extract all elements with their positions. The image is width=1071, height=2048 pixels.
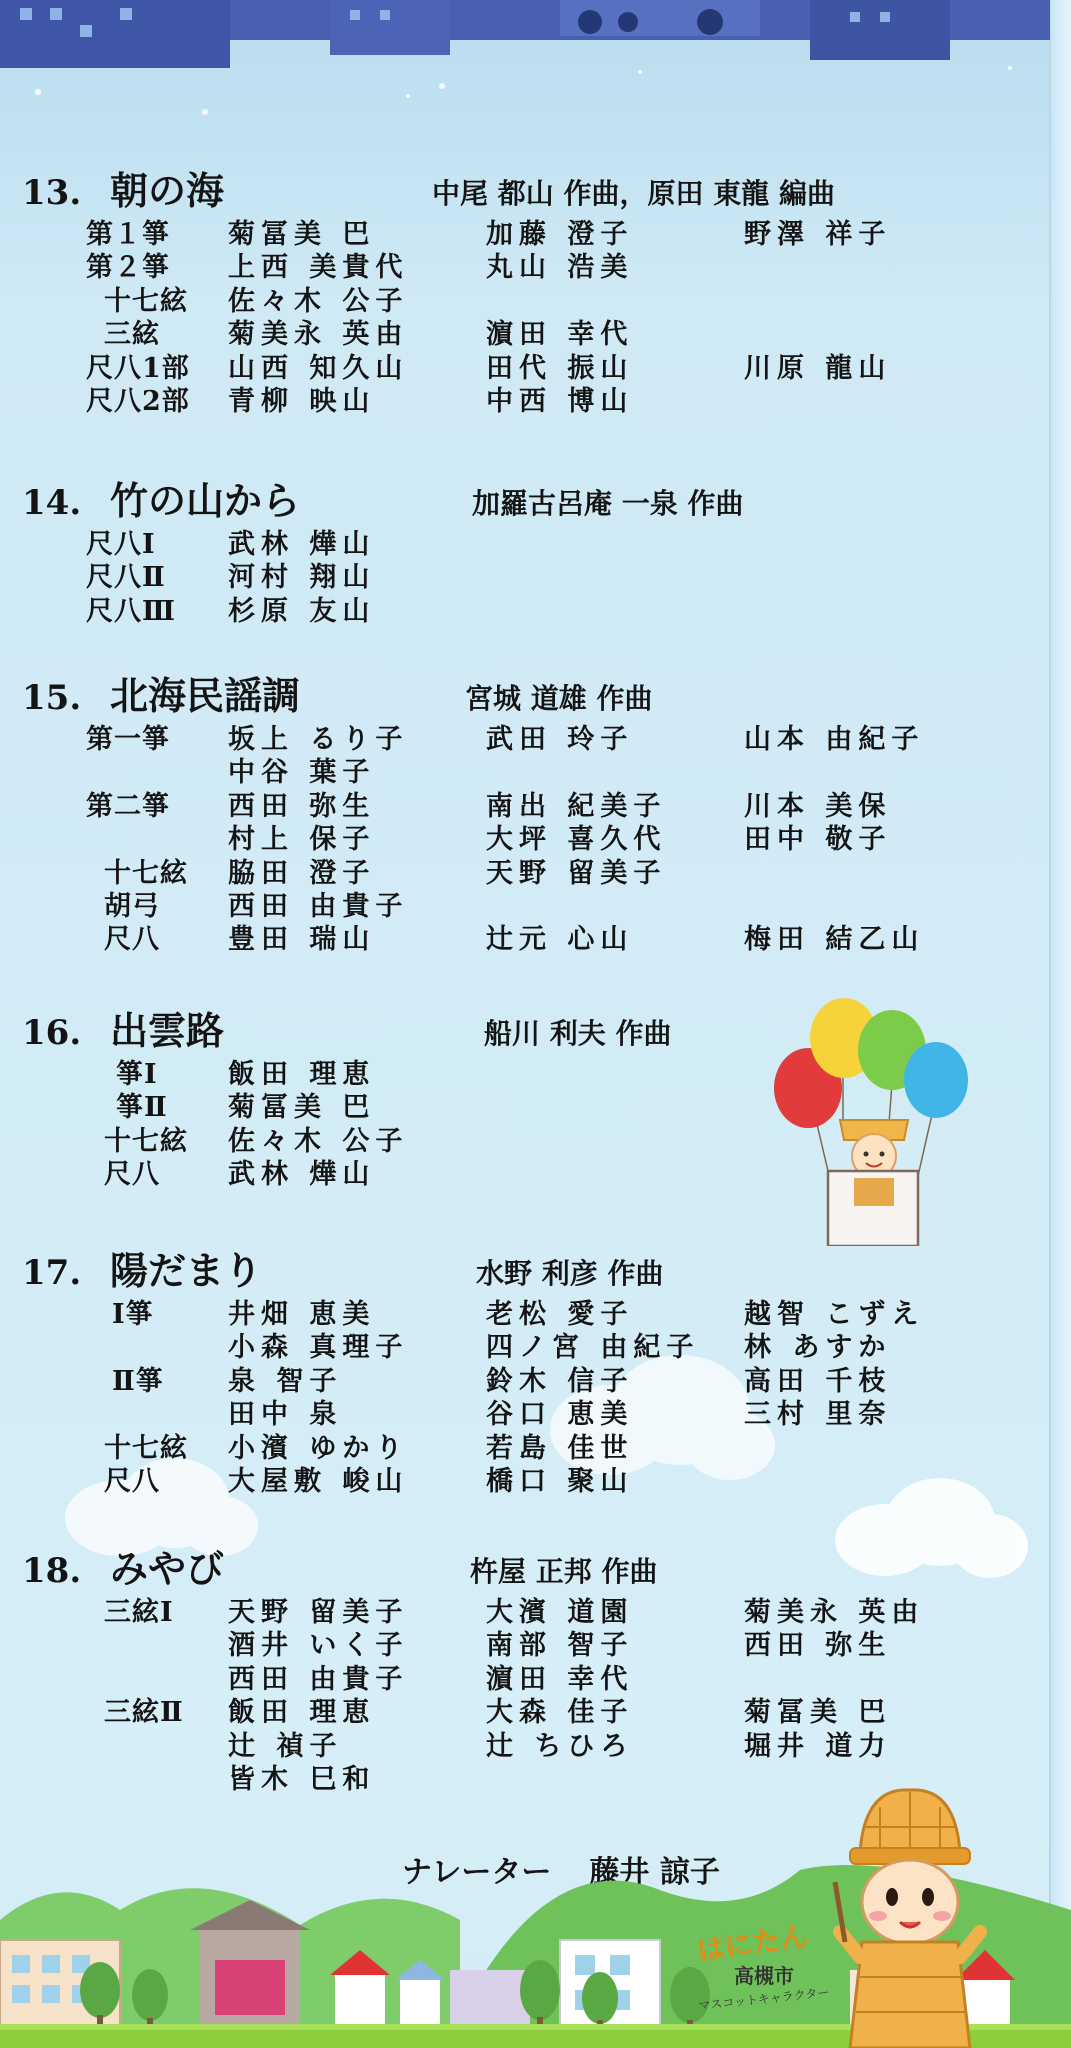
performer-row bbox=[0, 555, 1071, 594]
instrument-part: Ⅰ箏 bbox=[112, 1299, 154, 1330]
instrument-part: 十七絃 bbox=[104, 285, 188, 317]
performer-name: 村上 保子 bbox=[228, 824, 376, 856]
performer-name: 濵田 幸代 bbox=[486, 319, 634, 351]
performer-row bbox=[0, 884, 1071, 920]
performer-name: 菊美永 英由 bbox=[228, 319, 409, 351]
section-number: 14. bbox=[22, 483, 82, 523]
performer-name: 佐々木 公子 bbox=[228, 1125, 409, 1157]
performer-name: 武田 玲子 bbox=[486, 724, 634, 755]
performer-row bbox=[0, 1590, 1071, 1626]
performer-row bbox=[0, 245, 1071, 284]
performer-name: 西田 由貴子 bbox=[228, 1663, 409, 1695]
performer-name: 飯田 理恵 bbox=[228, 1059, 376, 1090]
performer-name: 河村 翔山 bbox=[228, 562, 376, 594]
section-heading bbox=[22, 160, 225, 213]
performer-name: 川本 美保 bbox=[744, 790, 892, 822]
performer-name: 辻 禎子 bbox=[228, 1730, 343, 1762]
performer-row bbox=[0, 1292, 1071, 1328]
composer-credit: 加羅古呂庵 一泉 作曲 bbox=[472, 487, 744, 520]
section-number: 15. bbox=[22, 678, 82, 718]
section-heading bbox=[22, 1000, 225, 1053]
instrument-part: 箏Ⅰ bbox=[116, 1059, 158, 1090]
performer-name: 野澤 祥子 bbox=[744, 219, 892, 250]
performer-row bbox=[0, 589, 1071, 625]
performer-name: 鈴木 信子 bbox=[486, 1365, 634, 1397]
performer-name: 泉 智子 bbox=[228, 1365, 343, 1397]
performer-name: 南出 紀美子 bbox=[486, 790, 667, 822]
mascot-city: 高槻市 bbox=[734, 1964, 794, 1988]
instrument-part: Ⅱ箏 bbox=[112, 1365, 164, 1397]
performer-name: 越智 こずえ bbox=[744, 1299, 925, 1330]
performer-name: 佐々木 公子 bbox=[228, 285, 409, 317]
section-number: 13. bbox=[22, 173, 82, 213]
performer-name: 橋口 聚山 bbox=[486, 1466, 634, 1497]
performer-row bbox=[0, 851, 1071, 887]
instrument-part: 尺八1部 bbox=[86, 352, 190, 384]
piece-title: みやび bbox=[110, 1546, 225, 1591]
performer-name: 大屋敷 峻山 bbox=[228, 1466, 409, 1497]
mascot-logo bbox=[688, 1919, 848, 2022]
instrument-part: 胡弓 bbox=[104, 891, 160, 922]
performer-row bbox=[0, 312, 1071, 351]
performer-row bbox=[0, 346, 1071, 382]
performer-name: 大濱 道園 bbox=[486, 1597, 634, 1628]
performer-name: 濵田 幸代 bbox=[486, 1663, 634, 1695]
instrument-part: 十七絃 bbox=[104, 857, 188, 889]
instrument-part: 尺八2部 bbox=[86, 386, 190, 417]
performer-row bbox=[0, 750, 1071, 789]
performer-name: 梅田 結乙山 bbox=[744, 924, 925, 956]
piece-title: 陽だまり bbox=[110, 1248, 263, 1293]
performer-name: 中西 博山 bbox=[486, 386, 634, 417]
instrument-part: 第一箏 bbox=[86, 724, 170, 755]
narrator-name: 藤井 諒子 bbox=[589, 1855, 720, 1890]
performer-name: 川原 龍山 bbox=[744, 352, 892, 384]
performer-row bbox=[0, 1426, 1071, 1462]
performer-name: 南部 智子 bbox=[486, 1630, 634, 1662]
performer-name: 林 あすか bbox=[744, 1332, 892, 1364]
instrument-part: 十七絃 bbox=[104, 1125, 188, 1157]
performer-name: 菊冨美 巴 bbox=[228, 1092, 376, 1124]
instrument-part: 第２箏 bbox=[86, 252, 170, 284]
instrument-part: 三絃Ⅰ bbox=[104, 1597, 174, 1628]
section-number: 16. bbox=[22, 1013, 82, 1053]
performer-name: 皆木 巳和 bbox=[228, 1764, 376, 1795]
instrument-part: 尺八 bbox=[104, 1466, 160, 1497]
performer-row bbox=[0, 279, 1071, 315]
piece-title: 竹の山から bbox=[110, 478, 301, 523]
performer-name: 若島 佳世 bbox=[486, 1432, 634, 1464]
performer-name: 飯田 理恵 bbox=[228, 1697, 376, 1729]
performer-name: 菊冨美 巴 bbox=[744, 1697, 892, 1729]
composer-credit: 船川 利夫 作曲 bbox=[484, 1017, 672, 1050]
performer-name: 天野 留美子 bbox=[486, 857, 667, 889]
instrument-part: 尺八 bbox=[104, 1159, 160, 1191]
performer-name: 中谷 葉子 bbox=[228, 757, 376, 789]
piece-title: 出雲路 bbox=[110, 1008, 225, 1053]
instrument-part: 尺八 bbox=[104, 924, 160, 956]
performer-name: 脇田 澄子 bbox=[228, 857, 376, 889]
performer-name: 豊田 瑞山 bbox=[228, 924, 376, 956]
sparkles bbox=[0, 0, 1071, 130]
performer-row bbox=[0, 1657, 1071, 1693]
performer-name: 田中 泉 bbox=[228, 1399, 343, 1431]
performer-row bbox=[0, 1359, 1071, 1395]
performer-name: 堀井 道力 bbox=[744, 1730, 892, 1762]
performer-name: 高田 千枝 bbox=[744, 1365, 892, 1397]
mascot-caption: マスコットキャラクター bbox=[697, 1985, 830, 2013]
performer-name: 菊美永 英由 bbox=[744, 1597, 925, 1628]
balloon-basket-illustration bbox=[758, 996, 978, 1246]
performer-name: 武林 燁山 bbox=[228, 529, 376, 560]
composer-credit: 中尾 都山 作曲，原田 東龍 編曲 bbox=[432, 177, 835, 210]
performer-name: 西田 弥生 bbox=[744, 1630, 892, 1662]
instrument-part: 第１箏 bbox=[86, 219, 170, 250]
instrument-part: 三絃Ⅱ bbox=[104, 1697, 184, 1729]
instrument-part: 尺八Ⅱ bbox=[86, 562, 166, 594]
instrument-part: 十七絃 bbox=[104, 1432, 188, 1464]
composer-credit: 水野 利彦 作曲 bbox=[476, 1257, 664, 1290]
performer-row bbox=[0, 1623, 1071, 1662]
performer-name: 小濱 ゆかり bbox=[228, 1432, 409, 1464]
section-heading bbox=[22, 1538, 225, 1591]
performer-name: 谷口 恵美 bbox=[486, 1399, 634, 1431]
performer-row bbox=[0, 717, 1071, 753]
instrument-part: 尺八Ⅲ bbox=[86, 595, 176, 627]
instrument-part: 三絃 bbox=[104, 319, 160, 351]
performer-name: 菊冨美 巴 bbox=[228, 219, 376, 250]
performer-name: 武林 燁山 bbox=[228, 1159, 376, 1191]
section-number: 18. bbox=[22, 1551, 82, 1591]
performer-name: 辻元 心山 bbox=[486, 924, 634, 956]
performer-name: 山本 由紀子 bbox=[744, 724, 925, 755]
performer-row bbox=[0, 379, 1071, 415]
performer-name: 井畑 恵美 bbox=[228, 1299, 376, 1330]
performer-name: 大坪 喜久代 bbox=[486, 824, 667, 856]
instrument-part: 尺八Ⅰ bbox=[86, 529, 156, 560]
performer-name: 山西 知久山 bbox=[228, 352, 409, 384]
performer-name: 杉原 友山 bbox=[228, 595, 376, 627]
performer-name: 天野 留美子 bbox=[228, 1597, 409, 1628]
performer-name: 加藤 澄子 bbox=[486, 219, 634, 250]
performer-row bbox=[0, 917, 1071, 956]
performer-name: 老松 愛子 bbox=[486, 1299, 634, 1330]
mascot-name: はにたん bbox=[694, 1919, 810, 1968]
performer-name: 青柳 映山 bbox=[228, 386, 376, 417]
performer-name: 田中 敬子 bbox=[744, 824, 892, 856]
instrument-part: 箏Ⅱ bbox=[116, 1092, 168, 1124]
performer-name: 酒井 いく子 bbox=[228, 1630, 409, 1662]
performer-name: 三村 里奈 bbox=[744, 1399, 892, 1431]
performer-name: 辻 ちひろ bbox=[486, 1730, 634, 1762]
performer-row bbox=[0, 1392, 1071, 1431]
narrator-label: ナレーター bbox=[402, 1855, 552, 1890]
performer-name: 田代 振山 bbox=[486, 352, 634, 384]
performer-row bbox=[0, 1690, 1071, 1729]
performer-name: 西田 弥生 bbox=[228, 790, 376, 822]
performer-row bbox=[0, 522, 1071, 558]
section-heading bbox=[22, 1240, 263, 1293]
section-number: 17. bbox=[22, 1253, 82, 1293]
performer-name: 丸山 浩美 bbox=[486, 252, 634, 284]
section-heading bbox=[22, 470, 301, 523]
piece-title: 朝の海 bbox=[110, 168, 225, 213]
performer-name: 上西 美貴代 bbox=[228, 252, 409, 284]
performer-row bbox=[0, 1724, 1071, 1760]
section-heading bbox=[22, 665, 301, 718]
performer-name: 西田 由貴子 bbox=[228, 891, 409, 922]
performer-name: 小森 真理子 bbox=[228, 1332, 409, 1364]
performer-name: 坂上 るり子 bbox=[228, 724, 409, 755]
performer-row bbox=[0, 817, 1071, 856]
instrument-part: 第二箏 bbox=[86, 790, 170, 822]
performer-name: 大森 佳子 bbox=[486, 1697, 634, 1729]
performer-row bbox=[0, 1325, 1071, 1364]
performer-row bbox=[0, 1459, 1071, 1495]
piece-title: 北海民謡調 bbox=[110, 673, 301, 718]
composer-credit: 宮城 道雄 作曲 bbox=[465, 682, 653, 715]
composer-credit: 杵屋 正邦 作曲 bbox=[470, 1555, 658, 1588]
performer-name: 四ノ宮 由紀子 bbox=[486, 1332, 700, 1364]
performer-row bbox=[0, 784, 1071, 820]
performer-row bbox=[0, 212, 1071, 248]
